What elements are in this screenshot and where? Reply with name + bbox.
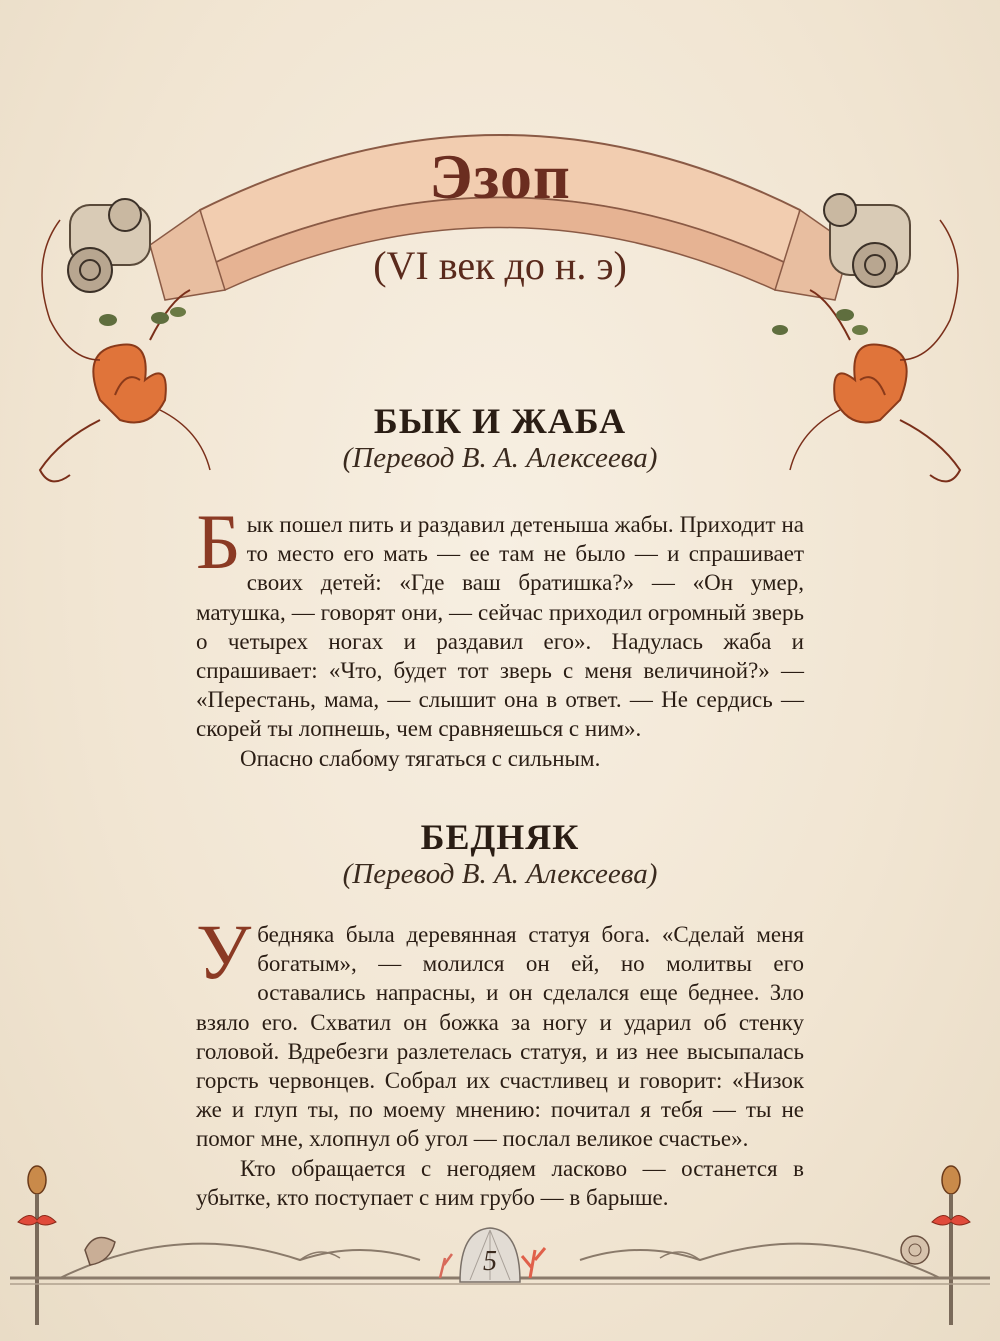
fable-translator: (Перевод В. А. Алексеева) xyxy=(342,858,658,890)
drop-cap: Б xyxy=(196,498,241,585)
fable-text-body: ык пошел пить и раздавил детеныша жабы. Приходит на то место его мать — ее там не было — и спрашивает своих детей: «Где ваш братишка?» — «Он умер, матушка, — говорят они, — сейчас приходил огромный зверь о четырех ногах и раздавил его». Надулась жаба и спрашивает: «Что, будет тот зверь с меня величиной?» — «Перестань, мама, — слышит она в ответ. — Не сердись — скорей ты лопнешь, чем сравняешься с ним». xyxy=(196,512,804,742)
right-pinecone-finial xyxy=(932,1166,970,1325)
fable-text xyxy=(196,498,804,744)
left-pinecone-finial xyxy=(18,1166,56,1325)
fable-text xyxy=(196,908,804,1154)
page-number: 5 xyxy=(483,1246,497,1277)
right-seashell-ornament xyxy=(901,1236,929,1264)
fable-title: БЕДНЯК xyxy=(420,817,580,857)
drop-cap: У xyxy=(196,908,252,995)
fable-text-body: бедняка была деревянная статуя бога. «Сделай меня богатым», — молился он ей, но молитвы его оставались напрасны, и он сделался еще беднее. Зло взяло его. Схватил он божка за ногу и ударил об стенку головой. Вдребезги разлетелась статуя, и из нее высыпалась горсть червонцев. Собрал их счастливец и говорит: «Низок же и глуп ты, по моему мнению: почитал я тебя — ты не помог мне, хлопнул об угол — послал великое счастье». xyxy=(196,922,804,1152)
left-seashell-ornament xyxy=(85,1238,115,1266)
fable-body xyxy=(196,498,804,773)
fable-moral: Кто обращается с негодяем ласково — останется в убытке, кто поступает с ним грубо — в барыше. xyxy=(196,1155,804,1210)
author-title: Эзоп xyxy=(429,141,571,212)
author-dates: (VI век до н. э) xyxy=(373,243,627,288)
fable-translator: (Перевод В. А. Алексеева) xyxy=(342,442,658,474)
fable-title: БЫК И ЖАБА xyxy=(373,401,627,441)
fable-moral: Опасно слабому тягаться с сильным. xyxy=(240,745,601,771)
